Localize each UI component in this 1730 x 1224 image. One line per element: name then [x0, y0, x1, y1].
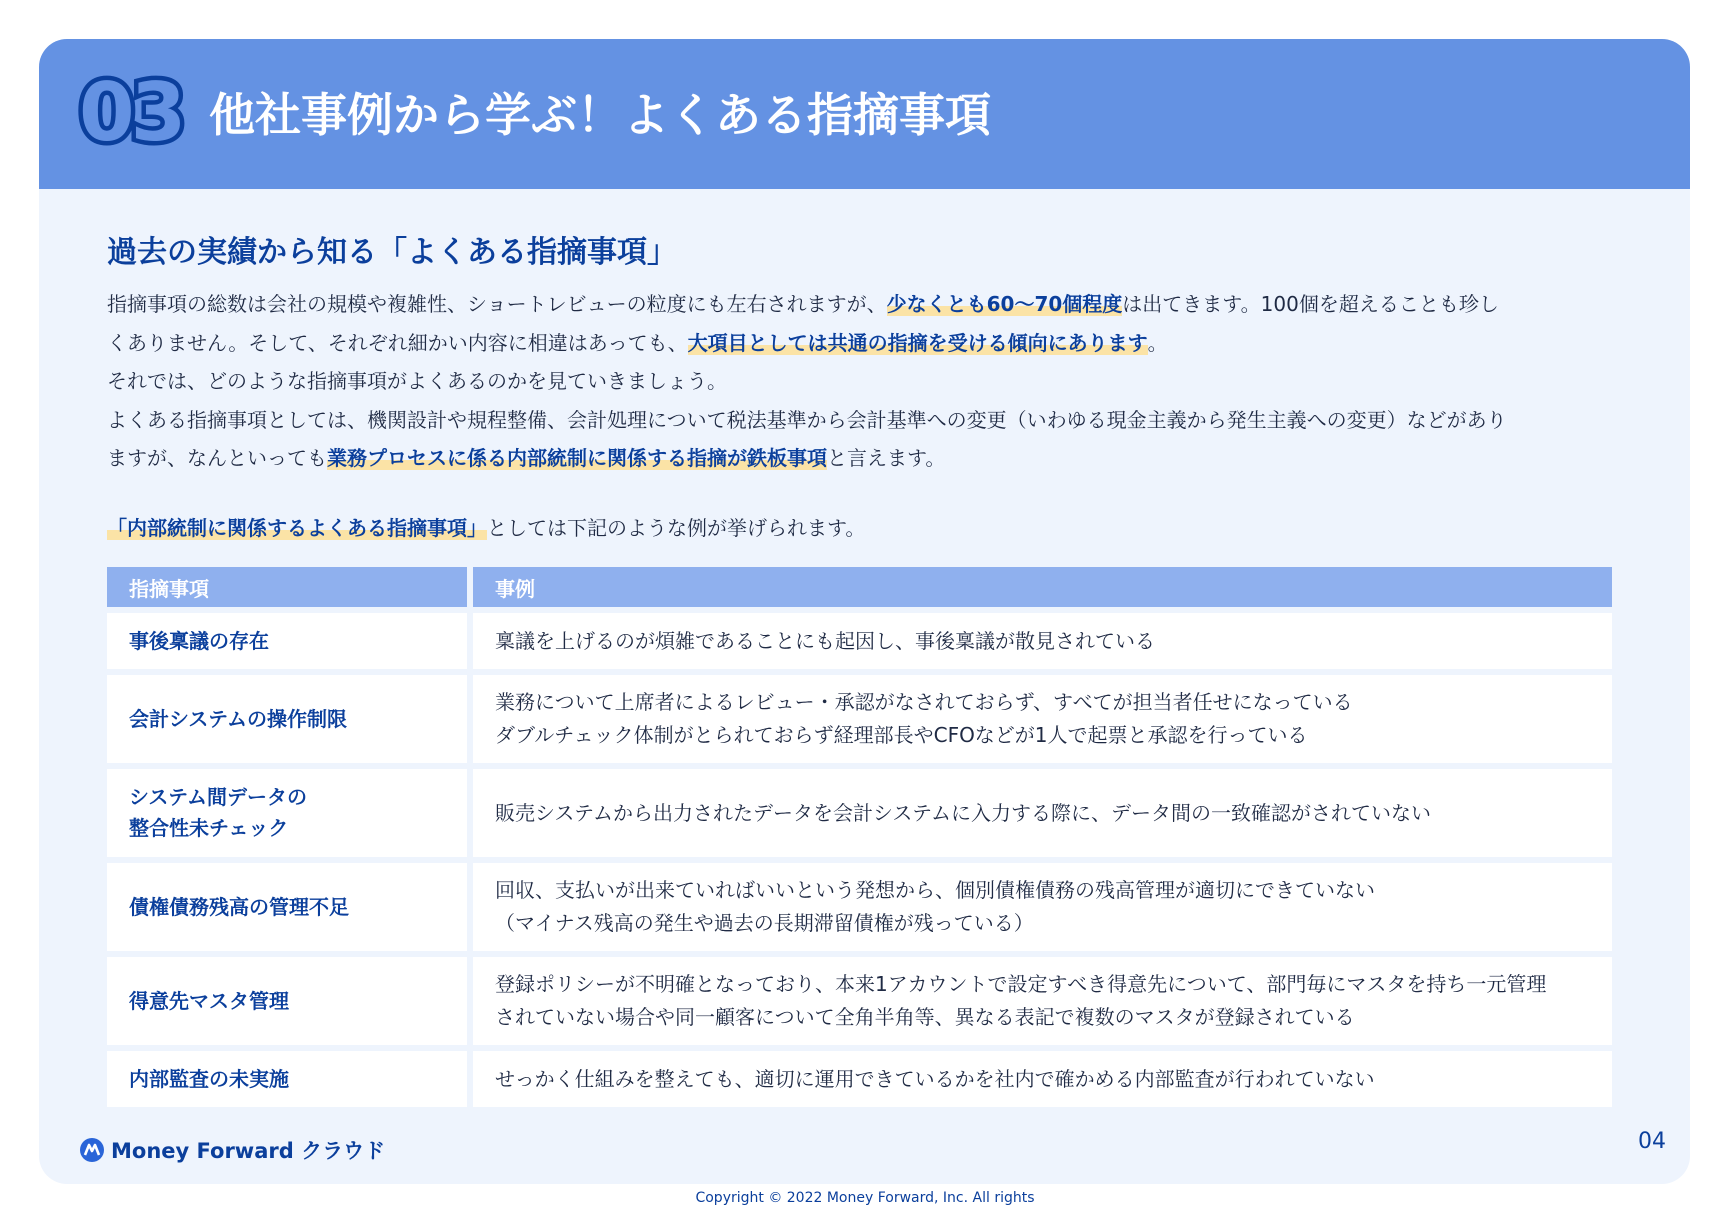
logo-text: Money Forward クラウド [111, 1139, 386, 1163]
highlight-text: 「内部統制に関係するよくある指摘事項」 [107, 516, 487, 540]
section-subtitle: 過去の実績から知る「よくある指摘事項」 [107, 235, 677, 270]
example-line: （マイナス残高の発生や過去の長期滞留債権が残っている） [495, 911, 1034, 935]
table-intro [107, 512, 865, 541]
item-cell: 会計システムの操作制限 [107, 675, 467, 763]
item-cell: 事後稟議の存在 [107, 613, 467, 669]
text-span: としては下記のような例が挙げられます。 [487, 516, 866, 540]
paragraph-1-line-2 [107, 324, 1637, 363]
text-span: 指摘事項の総数は会社の規模や複雑性、ショートレビューの粒度にも左右されますが、 [107, 292, 887, 316]
highlight-text: 業務プロセスに係る内部統制に関係する指摘が鉄板事項 [327, 446, 827, 470]
example-cell [473, 1051, 1612, 1107]
example-cell [473, 613, 1612, 669]
text-span: ますが、なんといっても [107, 446, 327, 470]
copyright: Copyright © 2022 Money Forward, Inc. All rights [695, 1190, 1035, 1206]
item-line: システム間データの [129, 785, 307, 809]
text-span: と言えます。 [827, 446, 946, 470]
page-number: 04 [1638, 1129, 1666, 1154]
example-line: されていない場合や同一顧客について全角半角等、異なる表記で複数のマスタが登録されている [495, 1005, 1355, 1029]
findings-table [101, 561, 1618, 1113]
text-span: くありません。そして、それぞれ細かい内容に相違はあっても、 [107, 330, 688, 355]
example-cell [473, 863, 1612, 951]
column-header-item: 指摘事項 [107, 567, 467, 607]
example-line: せっかく仕組みを整えても、適切に運用できているかを社内で確かめる内部監査が行われていない [495, 1066, 1375, 1091]
example-line: 回収、支払いが出来ていればいいという発想から、個別債権債務の残高管理が適切にできていない [495, 878, 1375, 902]
item-cell: 得意先マスタ管理 [107, 957, 467, 1045]
paragraph-3-line-2 [107, 439, 1637, 478]
item-cell [107, 769, 467, 857]
section-number: 03 [79, 66, 183, 159]
table-row [107, 957, 1612, 1045]
header-band [39, 39, 1690, 189]
text-span: 。 [1147, 330, 1168, 355]
item-cell: 内部監査の未実施 [107, 1051, 467, 1107]
money-forward-logo [79, 1135, 385, 1165]
slide-card [39, 39, 1690, 1184]
example-line: 業務について上席者によるレビュー・承認がなされておらず、すべてが担当者任せになっている [495, 690, 1353, 714]
table-row [107, 675, 1612, 763]
example-line: 登録ポリシーが不明確となっており、本来1アカウントで設定すべき得意先について、部門毎にマスタを持ち一元管理 [495, 972, 1547, 996]
item-cell: 債権債務残高の管理不足 [107, 863, 467, 951]
paragraph-1-line-1 [107, 285, 1637, 324]
item-line: 整合性未チェック [129, 816, 289, 840]
example-line: 販売システムから出力されたデータを会計システムに入力する際に、データ間の一致確認がされていない [495, 800, 1431, 825]
example-cell [473, 957, 1612, 1045]
text-span: は出てきます。100個を超えることも珍し [1122, 292, 1499, 316]
table-row [107, 1051, 1612, 1107]
example-cell [473, 675, 1612, 763]
paragraph-2: それでは、どのような指摘事項がよくあるのかを見ていきましょう。 [107, 369, 727, 393]
page-title: 他社事例から学ぶ！よくある指摘事項 [209, 88, 991, 142]
example-cell [473, 769, 1612, 857]
example-line: ダブルチェック体制がとられておらず経理部長やCFOなどが1人で起票と承認を行っている [495, 723, 1308, 747]
money-forward-logo-icon [79, 1137, 105, 1163]
table-row [107, 769, 1612, 857]
paragraph-3-line-1: よくある指摘事項としては、機関設計や規程整備、会計処理について税法基準から会計基準への変更（いわゆる現金主義から発生主義への変更）などがあり [107, 407, 1507, 432]
table-row [107, 613, 1612, 669]
column-header-example: 事例 [473, 567, 1612, 607]
highlight-text: 大項目としては共通の指摘を受ける傾向にあります [687, 330, 1148, 355]
table-header-row [107, 567, 1612, 607]
body-text [107, 285, 1637, 478]
example-line: 稟議を上げるのが煩雑であることにも起因し、事後稟議が散見されている [495, 628, 1155, 653]
highlight-text: 少なくとも60〜70個程度 [886, 292, 1123, 316]
table-row [107, 863, 1612, 951]
